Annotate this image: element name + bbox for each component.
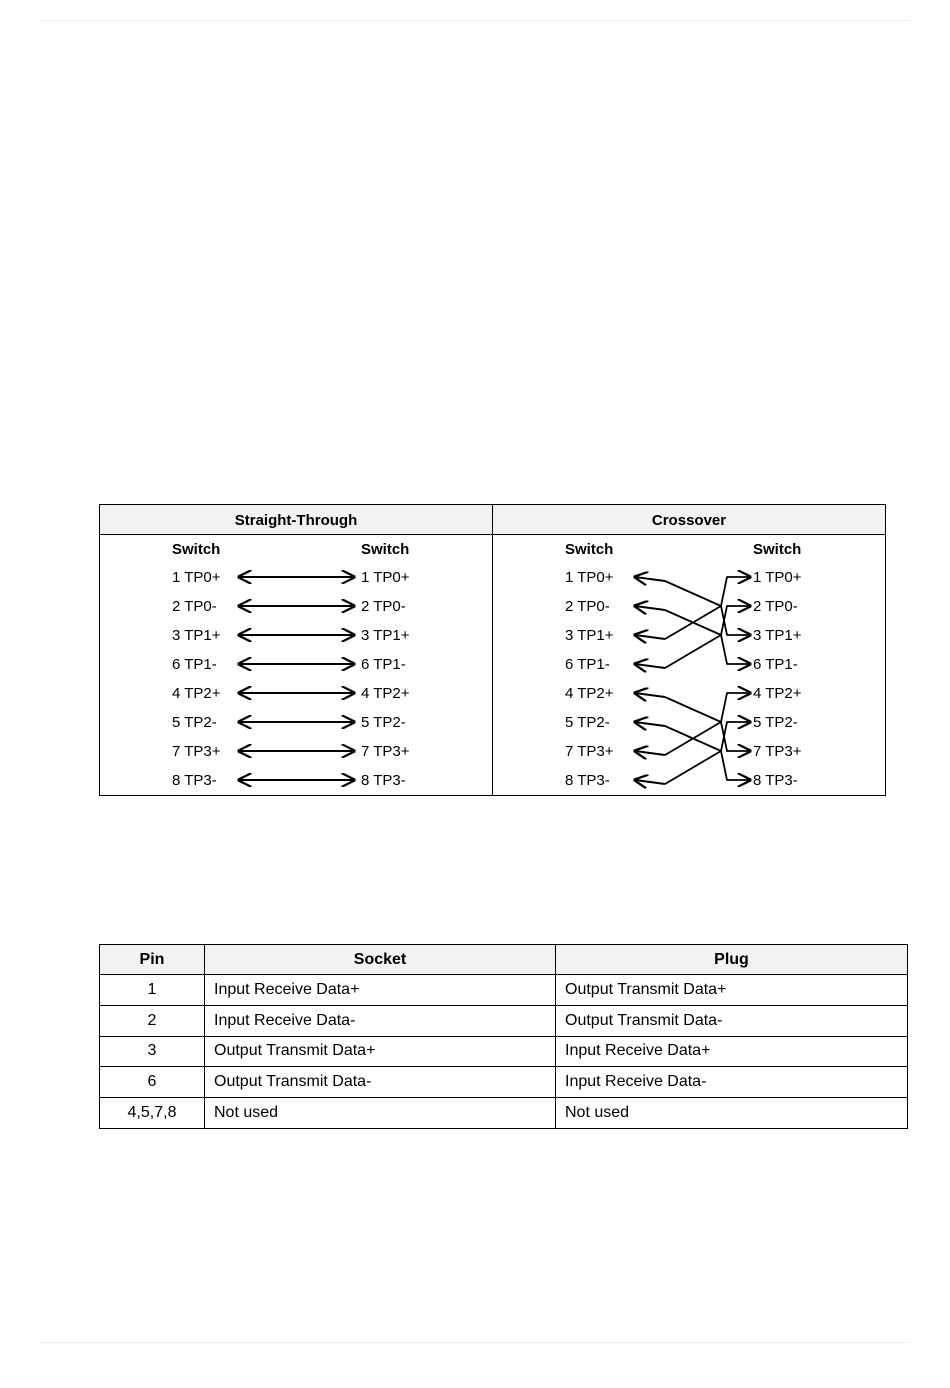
table-row xyxy=(100,1098,908,1129)
pin-cell: 2 xyxy=(100,1005,205,1036)
pin-cell: 4,5,7,8 xyxy=(100,1098,205,1129)
straight-right-pin-label: 2 TP0- xyxy=(361,598,406,615)
crossover-left-arrowhead xyxy=(635,635,665,639)
bottom-rule xyxy=(40,1342,910,1343)
top-rule xyxy=(40,20,910,21)
table-row xyxy=(100,1067,908,1098)
crossover-left-arrowhead xyxy=(635,577,665,581)
crossover-left-arrowhead xyxy=(635,693,665,697)
crossover-left-pin-label: 6 TP1- xyxy=(565,656,610,673)
straight-left-pin-label: 7 TP3+ xyxy=(172,743,221,760)
crossover-left-arrowhead xyxy=(635,751,665,755)
header-socket: Socket xyxy=(205,945,556,975)
crossover-right-pin-label: 6 TP1- xyxy=(753,656,798,673)
crossover-left-arrowhead xyxy=(635,722,665,726)
crossover-left-pin-label: 2 TP0- xyxy=(565,598,610,615)
pin-cell: 6 xyxy=(100,1067,205,1098)
straight-right-switch-header: Switch xyxy=(361,541,410,558)
straight-left-switch-header: Switch xyxy=(172,541,221,558)
crossover-right-pin-label: 4 TP2+ xyxy=(753,685,802,702)
straight-left-pin-label: 8 TP3- xyxy=(172,772,217,789)
socket-cell: Output Transmit Data- xyxy=(205,1067,556,1098)
crossover-left-pin-label: 7 TP3+ xyxy=(565,743,614,760)
crossover-connection-wire xyxy=(665,726,750,780)
header-plug: Plug xyxy=(556,945,908,975)
socket-cell: Output Transmit Data+ xyxy=(205,1036,556,1067)
crossover-right-pin-label: 8 TP3- xyxy=(753,772,798,789)
straight-right-pin-label: 7 TP3+ xyxy=(361,743,410,760)
crossover-right-switch-header: Switch xyxy=(753,541,802,558)
straight-left-pin-label: 6 TP1- xyxy=(172,656,217,673)
straight-right-pin-label: 1 TP0+ xyxy=(361,569,410,586)
pin-cell: 3 xyxy=(100,1036,205,1067)
straight-left-pin-label: 2 TP0- xyxy=(172,598,217,615)
crossover-left-arrowhead xyxy=(635,664,665,668)
crossover-left-pin-label: 3 TP1+ xyxy=(565,627,614,644)
crossover-right-pin-label: 2 TP0- xyxy=(753,598,798,615)
crossover-left-pin-label: 1 TP0+ xyxy=(565,569,614,586)
crossover-left-arrowhead xyxy=(635,780,665,784)
plug-cell: Input Receive Data- xyxy=(556,1067,908,1098)
straight-right-pin-label: 5 TP2- xyxy=(361,714,406,731)
straight-left-pin-label: 1 TP0+ xyxy=(172,569,221,586)
table-header-row xyxy=(100,945,908,975)
straight-right-pin-label: 3 TP1+ xyxy=(361,627,410,644)
crossover-connection-wire xyxy=(665,697,750,751)
crossover-right-pin-label: 7 TP3+ xyxy=(753,743,802,760)
crossover-left-arrowhead xyxy=(635,606,665,610)
socket-cell: Not used xyxy=(205,1098,556,1129)
header-pin: Pin xyxy=(100,945,205,975)
crossover-left-pin-label: 8 TP3- xyxy=(565,772,610,789)
straight-right-pin-label: 4 TP2+ xyxy=(361,685,410,702)
straight-right-pin-label: 8 TP3- xyxy=(361,772,406,789)
straight-left-pin-label: 4 TP2+ xyxy=(172,685,221,702)
wiring-rows xyxy=(172,569,802,789)
crossover-connection-wire xyxy=(665,581,750,635)
plug-cell: Output Transmit Data- xyxy=(556,1005,908,1036)
crossover-right-pin-label: 1 TP0+ xyxy=(753,569,802,586)
plug-cell: Output Transmit Data+ xyxy=(556,975,908,1006)
straight-through-title: Straight-Through xyxy=(234,512,358,529)
table-row xyxy=(100,1036,908,1067)
pin-assignment-table xyxy=(99,944,908,1129)
socket-cell: Input Receive Data+ xyxy=(205,975,556,1006)
crossover-title: Crossover xyxy=(651,512,727,529)
crossover-right-pin-label: 5 TP2- xyxy=(753,714,798,731)
straight-left-pin-label: 5 TP2- xyxy=(172,714,217,731)
table-row xyxy=(100,975,908,1006)
crossover-left-pin-label: 4 TP2+ xyxy=(565,685,614,702)
socket-cell: Input Receive Data- xyxy=(205,1005,556,1036)
pin-cell: 1 xyxy=(100,975,205,1006)
table-row xyxy=(100,1005,908,1036)
crossover-connection-wire xyxy=(665,610,750,664)
crossover-left-pin-label: 5 TP2- xyxy=(565,714,610,731)
wiring-diagram xyxy=(99,504,886,796)
plug-cell: Input Receive Data+ xyxy=(556,1036,908,1067)
crossover-left-switch-header: Switch xyxy=(565,541,614,558)
straight-right-pin-label: 6 TP1- xyxy=(361,656,406,673)
plug-cell: Not used xyxy=(556,1098,908,1129)
straight-left-pin-label: 3 TP1+ xyxy=(172,627,221,644)
crossover-right-pin-label: 3 TP1+ xyxy=(753,627,802,644)
